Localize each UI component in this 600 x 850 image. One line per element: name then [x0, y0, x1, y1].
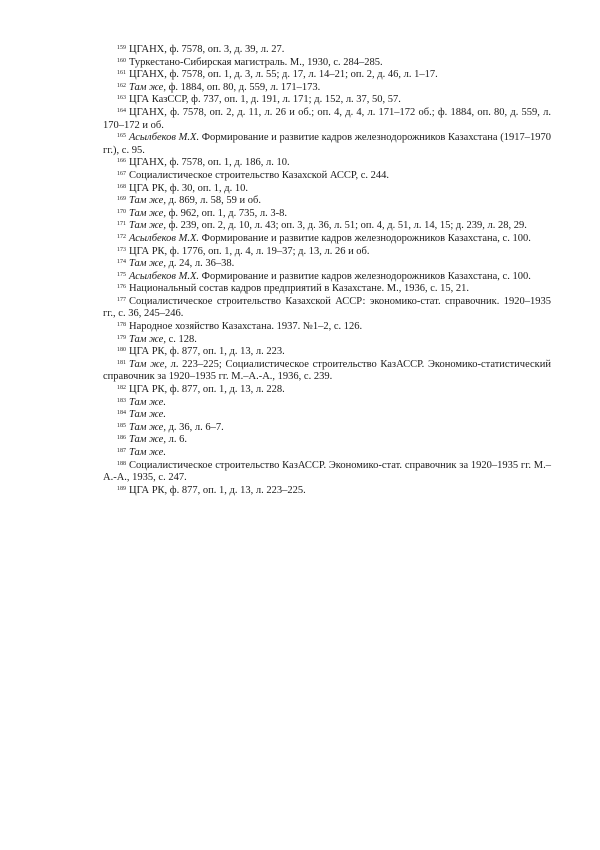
endnote-170	[103, 208, 551, 221]
endnote-172	[103, 233, 551, 246]
endnote-173	[103, 246, 551, 259]
endnote-text: ЦГА РК, ф. 877, оп. 1, д. 13, л. 228.	[129, 384, 285, 396]
endnote-number: 180	[117, 347, 126, 354]
endnote-italic-ref: Там же,	[129, 81, 166, 93]
endnote-164	[103, 107, 551, 132]
endnote-text: ф. 962, оп. 1, д. 735, л. 3-8.	[165, 207, 287, 219]
endnote-number: 173	[117, 246, 126, 253]
endnote-text: д. 869, л. 58, 59 и об.	[165, 195, 261, 207]
endnote-text: Формирование и развитие кадров железнодорожников Казахстана, с. 100.	[199, 232, 531, 244]
endnote-number: 159	[117, 45, 126, 51]
endnote-number: 167	[117, 170, 126, 177]
endnote-161	[103, 69, 551, 82]
endnote-text: л. 6.	[165, 434, 187, 446]
endnote-text: ф. 239, оп. 2, д. 10, л. 43; оп. 3, д. 36, л. 51; оп. 4, д. 51, л. 14, 15; д. 239, л. 28, 29.	[165, 220, 527, 232]
endnote-text: ЦГА РК, ф. 1776, оп. 1, д. 4, л. 19–37; д. 13, л. 26 и об.	[129, 245, 370, 257]
endnote-italic-ref: Там же.	[129, 396, 166, 408]
endnote-183	[103, 397, 551, 410]
endnote-text: ЦГАНХ, ф. 7578, оп. 3, д. 39, л. 27.	[129, 44, 285, 55]
endnote-180	[103, 346, 551, 359]
endnote-number: 188	[117, 460, 126, 467]
endnote-text: Формирование и развитие кадров железнодорожников Казахстана (1917–1970 гг.), с. 95.	[103, 132, 551, 156]
endnote-number: 161	[117, 70, 126, 77]
endnote-italic-ref: Там же,	[129, 258, 166, 270]
endnote-177	[103, 296, 551, 321]
endnote-number: 181	[117, 359, 126, 366]
endnote-number: 160	[117, 57, 126, 64]
endnote-text: ЦГАНХ, ф. 7578, оп. 2, д. 11, л. 26 и об.; оп. 4, д. 4, л. 171–172 об.; ф. 1884, оп. 80, д. 559, л. 170–172 и об.	[103, 106, 551, 131]
endnote-text: ЦГАНХ, ф. 7578, оп. 1, д. 3, л. 55; д. 17, л. 14–21; оп. 2, д. 46, л. 1–17.	[129, 69, 438, 81]
endnote-text: с. 128.	[165, 333, 197, 345]
endnote-185	[103, 422, 551, 435]
endnote-number: 171	[117, 221, 126, 228]
endnote-number: 183	[117, 397, 126, 404]
endnote-number: 179	[117, 334, 126, 341]
endnote-number: 174	[117, 259, 126, 266]
endnote-number: 184	[117, 410, 126, 417]
endnote-184	[103, 409, 551, 422]
endnote-italic-ref: Асылбеков М.Х.	[129, 132, 200, 144]
endnote-number: 182	[117, 385, 126, 392]
endnote-text: Социалистическое строительство Казахской АССР, с. 244.	[129, 169, 389, 181]
endnote-number: 163	[117, 95, 126, 102]
endnote-text: Туркестано-Сибирская магистраль. М., 1930, с. 284–285.	[129, 56, 383, 68]
endnote-italic-ref: Там же.	[129, 447, 166, 458]
endnote-number: 164	[117, 107, 126, 114]
endnote-179	[103, 334, 551, 347]
endnote-text: д. 36, л. 6–7.	[165, 421, 224, 433]
endnote-number: 168	[117, 183, 126, 190]
endnote-189	[103, 485, 551, 498]
endnote-number: 162	[117, 82, 126, 89]
endnote-number: 187	[117, 448, 126, 454]
endnote-174	[103, 258, 551, 271]
endnote-167	[103, 170, 551, 183]
endnote-text: д. 24, л. 36–38.	[165, 258, 235, 270]
endnote-text: Народное хозяйство Казахстана. 1937. №1–2, с. 126.	[129, 321, 363, 333]
endnote-italic-ref: Асылбеков М.Х.	[129, 270, 200, 282]
endnote-italic-ref: Там же,	[129, 220, 166, 232]
endnote-text: ЦГА КазССР, ф. 737, оп. 1, д. 191, л. 171; д. 152, л. 37, 50, 57.	[129, 94, 401, 106]
endnote-169	[103, 195, 551, 208]
endnote-text: Формирование и развитие кадров железнодорожников Казахстана, с. 100.	[199, 270, 531, 282]
endnote-number: 189	[117, 485, 126, 492]
endnotes-list	[103, 44, 551, 497]
endnote-187	[103, 447, 551, 460]
endnote-text: ЦГА РК, ф. 877, оп. 1, д. 13, л. 223.	[129, 346, 285, 358]
endnote-italic-ref: Там же.	[129, 409, 166, 421]
endnote-186	[103, 434, 551, 447]
endnote-176	[103, 283, 551, 296]
endnote-italic-ref: Там же,	[129, 207, 166, 219]
endnote-163	[103, 94, 551, 107]
endnote-number: 186	[117, 435, 126, 442]
endnote-text: л. 223–225; Социалистическое строительство КазАССР. Экономико-статистический справочник за 1920–1935 гг. М.–А.-А., 1936, с. 239.	[103, 358, 551, 383]
endnote-number: 175	[117, 271, 126, 278]
endnote-number: 169	[117, 196, 126, 203]
endnote-number: 172	[117, 233, 126, 240]
endnote-166	[103, 157, 551, 170]
endnote-text: ф. 1884, оп. 80, д. 559, л. 171–173.	[165, 81, 321, 93]
endnote-178	[103, 321, 551, 334]
endnote-number: 185	[117, 422, 126, 429]
endnote-italic-ref: Там же,	[129, 434, 166, 446]
endnote-text: ЦГАНХ, ф. 7578, оп. 1, д. 186, л. 10.	[129, 157, 290, 169]
endnote-165	[103, 132, 551, 157]
endnote-number: 177	[117, 296, 126, 303]
endnote-168	[103, 183, 551, 196]
endnote-text: Национальный состав кадров предприятий в Казахстане. М., 1936, с. 15, 21.	[129, 283, 470, 295]
endnote-181	[103, 359, 551, 384]
endnote-italic-ref: Там же,	[129, 421, 166, 433]
endnote-number: 176	[117, 284, 126, 291]
endnote-italic-ref: Там же,	[129, 333, 166, 345]
endnote-text: ЦГА РК, ф. 877, оп. 1, д. 13, л. 223–225.	[129, 484, 306, 496]
endnote-text: ЦГА РК, ф. 30, оп. 1, д. 10.	[129, 182, 248, 194]
endnote-number: 166	[117, 158, 126, 165]
endnote-188	[103, 460, 551, 485]
endnote-171	[103, 220, 551, 233]
endnote-182	[103, 384, 551, 397]
endnote-italic-ref: Там же,	[129, 358, 167, 370]
endnote-175	[103, 271, 551, 284]
endnote-italic-ref: Там же,	[129, 195, 166, 207]
endnote-number: 178	[117, 322, 126, 329]
endnote-159	[103, 44, 551, 57]
endnote-number: 170	[117, 208, 126, 215]
endnote-160	[103, 57, 551, 70]
endnote-italic-ref: Асылбеков М.Х.	[129, 232, 200, 244]
endnote-text: Социалистическое строительство Казахской АССР: экономико-стат. справочник. 1920–1935 гг., с. 36, 245–246.	[103, 295, 551, 320]
endnote-number: 165	[117, 133, 126, 140]
endnote-162	[103, 82, 551, 95]
endnote-text: Социалистическое строительство КазАССР. Экономико-стат. справочник за 1920–1935 гг. М.–А.-А., 1935, с. 247.	[103, 459, 551, 484]
